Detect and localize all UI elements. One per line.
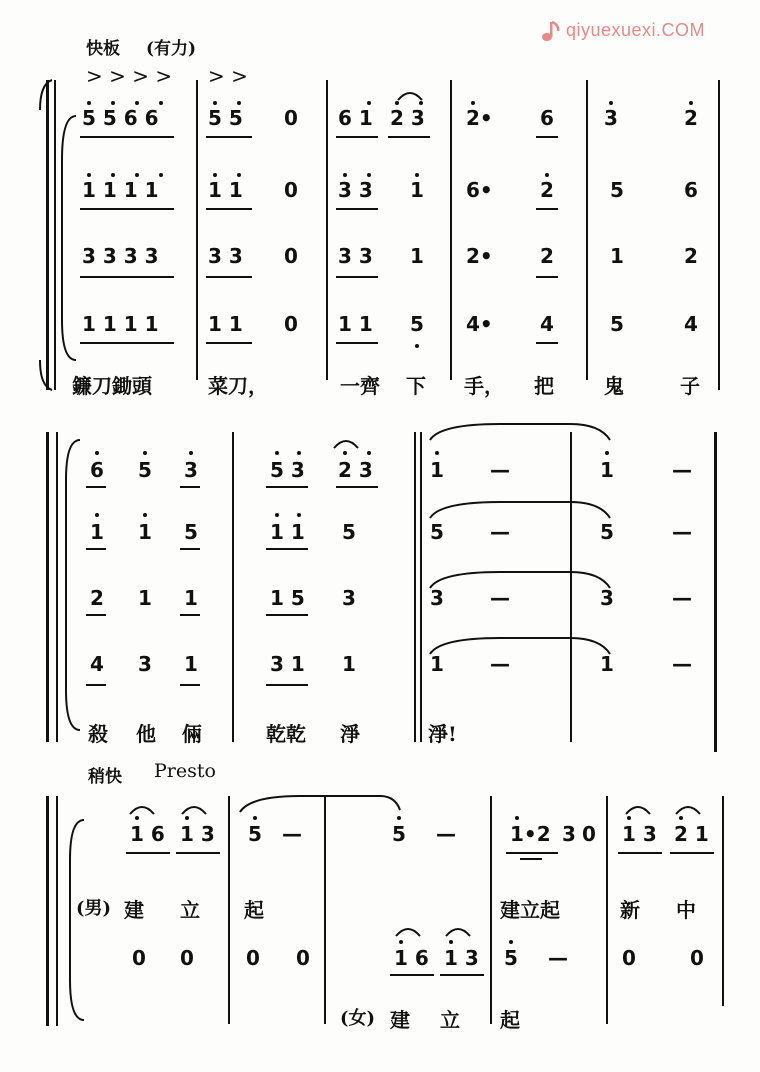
note-rest: 0 <box>132 946 146 970</box>
lyric: 新 <box>620 898 640 922</box>
note: 5 <box>610 178 624 202</box>
lyric: 起 <box>500 1008 520 1032</box>
note-group: 3 3 3 3 <box>82 244 159 268</box>
lyric: 鬼 <box>604 374 624 398</box>
note: 5 <box>184 520 198 544</box>
note: 1 <box>600 458 614 482</box>
part-label-male: (男) <box>76 898 112 919</box>
note: 6 <box>540 106 554 130</box>
lyric: 鐮刀鋤頭 <box>72 374 152 398</box>
octave-dot <box>509 940 513 944</box>
octave-dot <box>397 816 401 820</box>
note-group: 1 1 1 1 <box>82 312 159 336</box>
note-group: 5 3 <box>270 458 305 482</box>
note: 3 <box>562 822 576 846</box>
note: 4 <box>684 312 698 336</box>
note-group: 1 3 <box>444 946 479 970</box>
beam <box>176 852 220 854</box>
note-rest: 0 <box>284 244 298 268</box>
tempo-marking: 快板 <box>86 39 120 59</box>
note-rest: 0 <box>246 946 260 970</box>
accent-marks-1: > > > > <box>86 64 173 88</box>
octave-dot <box>185 816 189 820</box>
beam <box>126 852 170 854</box>
note: 4 <box>540 312 554 336</box>
note-group: 1 1 1 1 <box>82 178 159 202</box>
lyric: 淨 <box>340 722 360 746</box>
note: 3 <box>430 586 444 610</box>
lyric: 中 <box>676 898 696 922</box>
note: 3 <box>342 586 356 610</box>
tempo-marking: 稍快 <box>88 767 122 787</box>
beam <box>670 852 714 854</box>
note-group: 1 1 <box>270 520 305 544</box>
note-group: 1 1 <box>338 312 373 336</box>
note-dash: — <box>490 586 510 610</box>
note-dash: — <box>490 458 510 482</box>
note-group: 5 5 <box>208 106 243 130</box>
note: 5 <box>410 312 424 336</box>
note: 1 <box>410 178 424 202</box>
lyric: 立 <box>440 1008 460 1032</box>
note-group: 1 5 <box>270 586 305 610</box>
note: 5 <box>600 520 614 544</box>
note-group: 1 6 <box>394 946 429 970</box>
note-rest: 0 <box>180 946 194 970</box>
note: 3 <box>604 106 618 130</box>
note: 6 <box>90 458 104 482</box>
note-group: 5 5 6 6 <box>82 106 159 130</box>
lyric: 手， <box>464 374 504 398</box>
note-group: 3 1 <box>270 652 305 676</box>
beam <box>520 858 542 860</box>
note: 5 <box>610 312 624 336</box>
note: 1 <box>610 244 624 268</box>
note: 1 <box>184 586 198 610</box>
note-group: 1 3 <box>622 822 657 846</box>
note-dash: — <box>672 520 692 544</box>
note-rest: 0 <box>582 822 596 846</box>
lyric: 淨! <box>428 722 457 746</box>
watermark-text: qiyuexuexi.COM <box>566 20 706 40</box>
lyric: 建 <box>124 898 144 922</box>
lyric: 一齊 <box>340 374 380 398</box>
beam <box>440 974 484 976</box>
lyric: 菜刀， <box>208 374 268 398</box>
lyric: 下 <box>406 374 426 398</box>
note: 1 <box>430 652 444 676</box>
lyric: 乾乾 <box>266 722 306 746</box>
note: 2 <box>540 178 554 202</box>
note-dash: — <box>672 652 692 676</box>
accent-marks-2: > > <box>208 64 248 88</box>
note: 1 <box>90 520 104 544</box>
note: 1 <box>138 520 152 544</box>
note-group: 2 1 <box>674 822 709 846</box>
note: 2• <box>466 244 493 268</box>
expression-marking: (有力) <box>146 39 197 59</box>
note-rest: 0 <box>284 106 298 130</box>
lyric: 把 <box>534 374 554 398</box>
note: 1 <box>430 458 444 482</box>
octave-dot <box>135 816 139 820</box>
beam <box>618 852 662 854</box>
note-group: 1 3 <box>180 822 215 846</box>
note-dash: — <box>490 652 510 676</box>
tempo-marking-en: Presto <box>154 760 216 782</box>
note: 3 <box>184 458 198 482</box>
note-group: 3 3 <box>208 244 243 268</box>
lyric: 起 <box>244 898 264 922</box>
lyric: 立 <box>180 898 200 922</box>
note-rest: 0 <box>296 946 310 970</box>
note: 2 <box>684 244 698 268</box>
note-group: 1 1 <box>208 178 243 202</box>
barline <box>324 796 326 1024</box>
note: 2 <box>540 244 554 268</box>
note: 5 <box>430 520 444 544</box>
barline <box>722 796 724 1006</box>
lyric: 建立起 <box>500 898 560 922</box>
lyric: 殺 <box>88 722 108 746</box>
note: 1 <box>184 652 198 676</box>
note: 1 <box>138 586 152 610</box>
note-group: 2 3 <box>390 106 425 130</box>
octave-dot <box>253 816 257 820</box>
note: 3 <box>138 652 152 676</box>
note: 2 <box>684 106 698 130</box>
note: 2 <box>90 586 104 610</box>
note-group: 1 1 <box>208 312 243 336</box>
note-group: 6 1 <box>338 106 373 130</box>
octave-dot <box>515 816 519 820</box>
lyric: 倆 <box>182 722 202 746</box>
note-dash: — <box>490 520 510 544</box>
note-group: 1•2 <box>510 822 551 846</box>
note-rest: 0 <box>622 946 636 970</box>
note: 4 <box>90 652 104 676</box>
note-rest: 0 <box>690 946 704 970</box>
octave-dot <box>627 816 631 820</box>
octave-dot <box>679 816 683 820</box>
note-rest: 0 <box>284 312 298 336</box>
barline <box>490 796 492 1024</box>
note-group: 3 3 <box>338 178 373 202</box>
note: 2• <box>466 106 493 130</box>
octave-dot <box>449 940 453 944</box>
note: 1 <box>342 652 356 676</box>
note-group: 2 3 <box>338 458 373 482</box>
part-label-female: (女) <box>340 1008 376 1029</box>
note: 3 <box>600 586 614 610</box>
note: 1 <box>600 652 614 676</box>
lyric: 他 <box>136 722 156 746</box>
beam <box>506 852 558 854</box>
note: 5 <box>392 822 406 846</box>
note: 5 <box>248 822 262 846</box>
note-rest: 0 <box>284 178 298 202</box>
octave-dot <box>399 940 403 944</box>
note-group: 3 3 <box>338 244 373 268</box>
note: 4• <box>466 312 493 336</box>
note: 6• <box>466 178 493 202</box>
beam <box>390 974 434 976</box>
note-dash: — <box>672 586 692 610</box>
lyric: 建 <box>390 1008 410 1032</box>
note-dash: — <box>436 822 456 846</box>
note: 5 <box>342 520 356 544</box>
note-dash: — <box>672 458 692 482</box>
note: 6 <box>684 178 698 202</box>
note-dash: — <box>282 822 302 846</box>
barline <box>228 796 230 1024</box>
barline <box>606 796 608 1024</box>
note: 5 <box>504 946 518 970</box>
note-group: 1 6 <box>130 822 165 846</box>
note-dash: — <box>548 946 568 970</box>
note: 5 <box>138 458 152 482</box>
lyric: 子 <box>680 374 700 398</box>
note: 1 <box>410 244 424 268</box>
